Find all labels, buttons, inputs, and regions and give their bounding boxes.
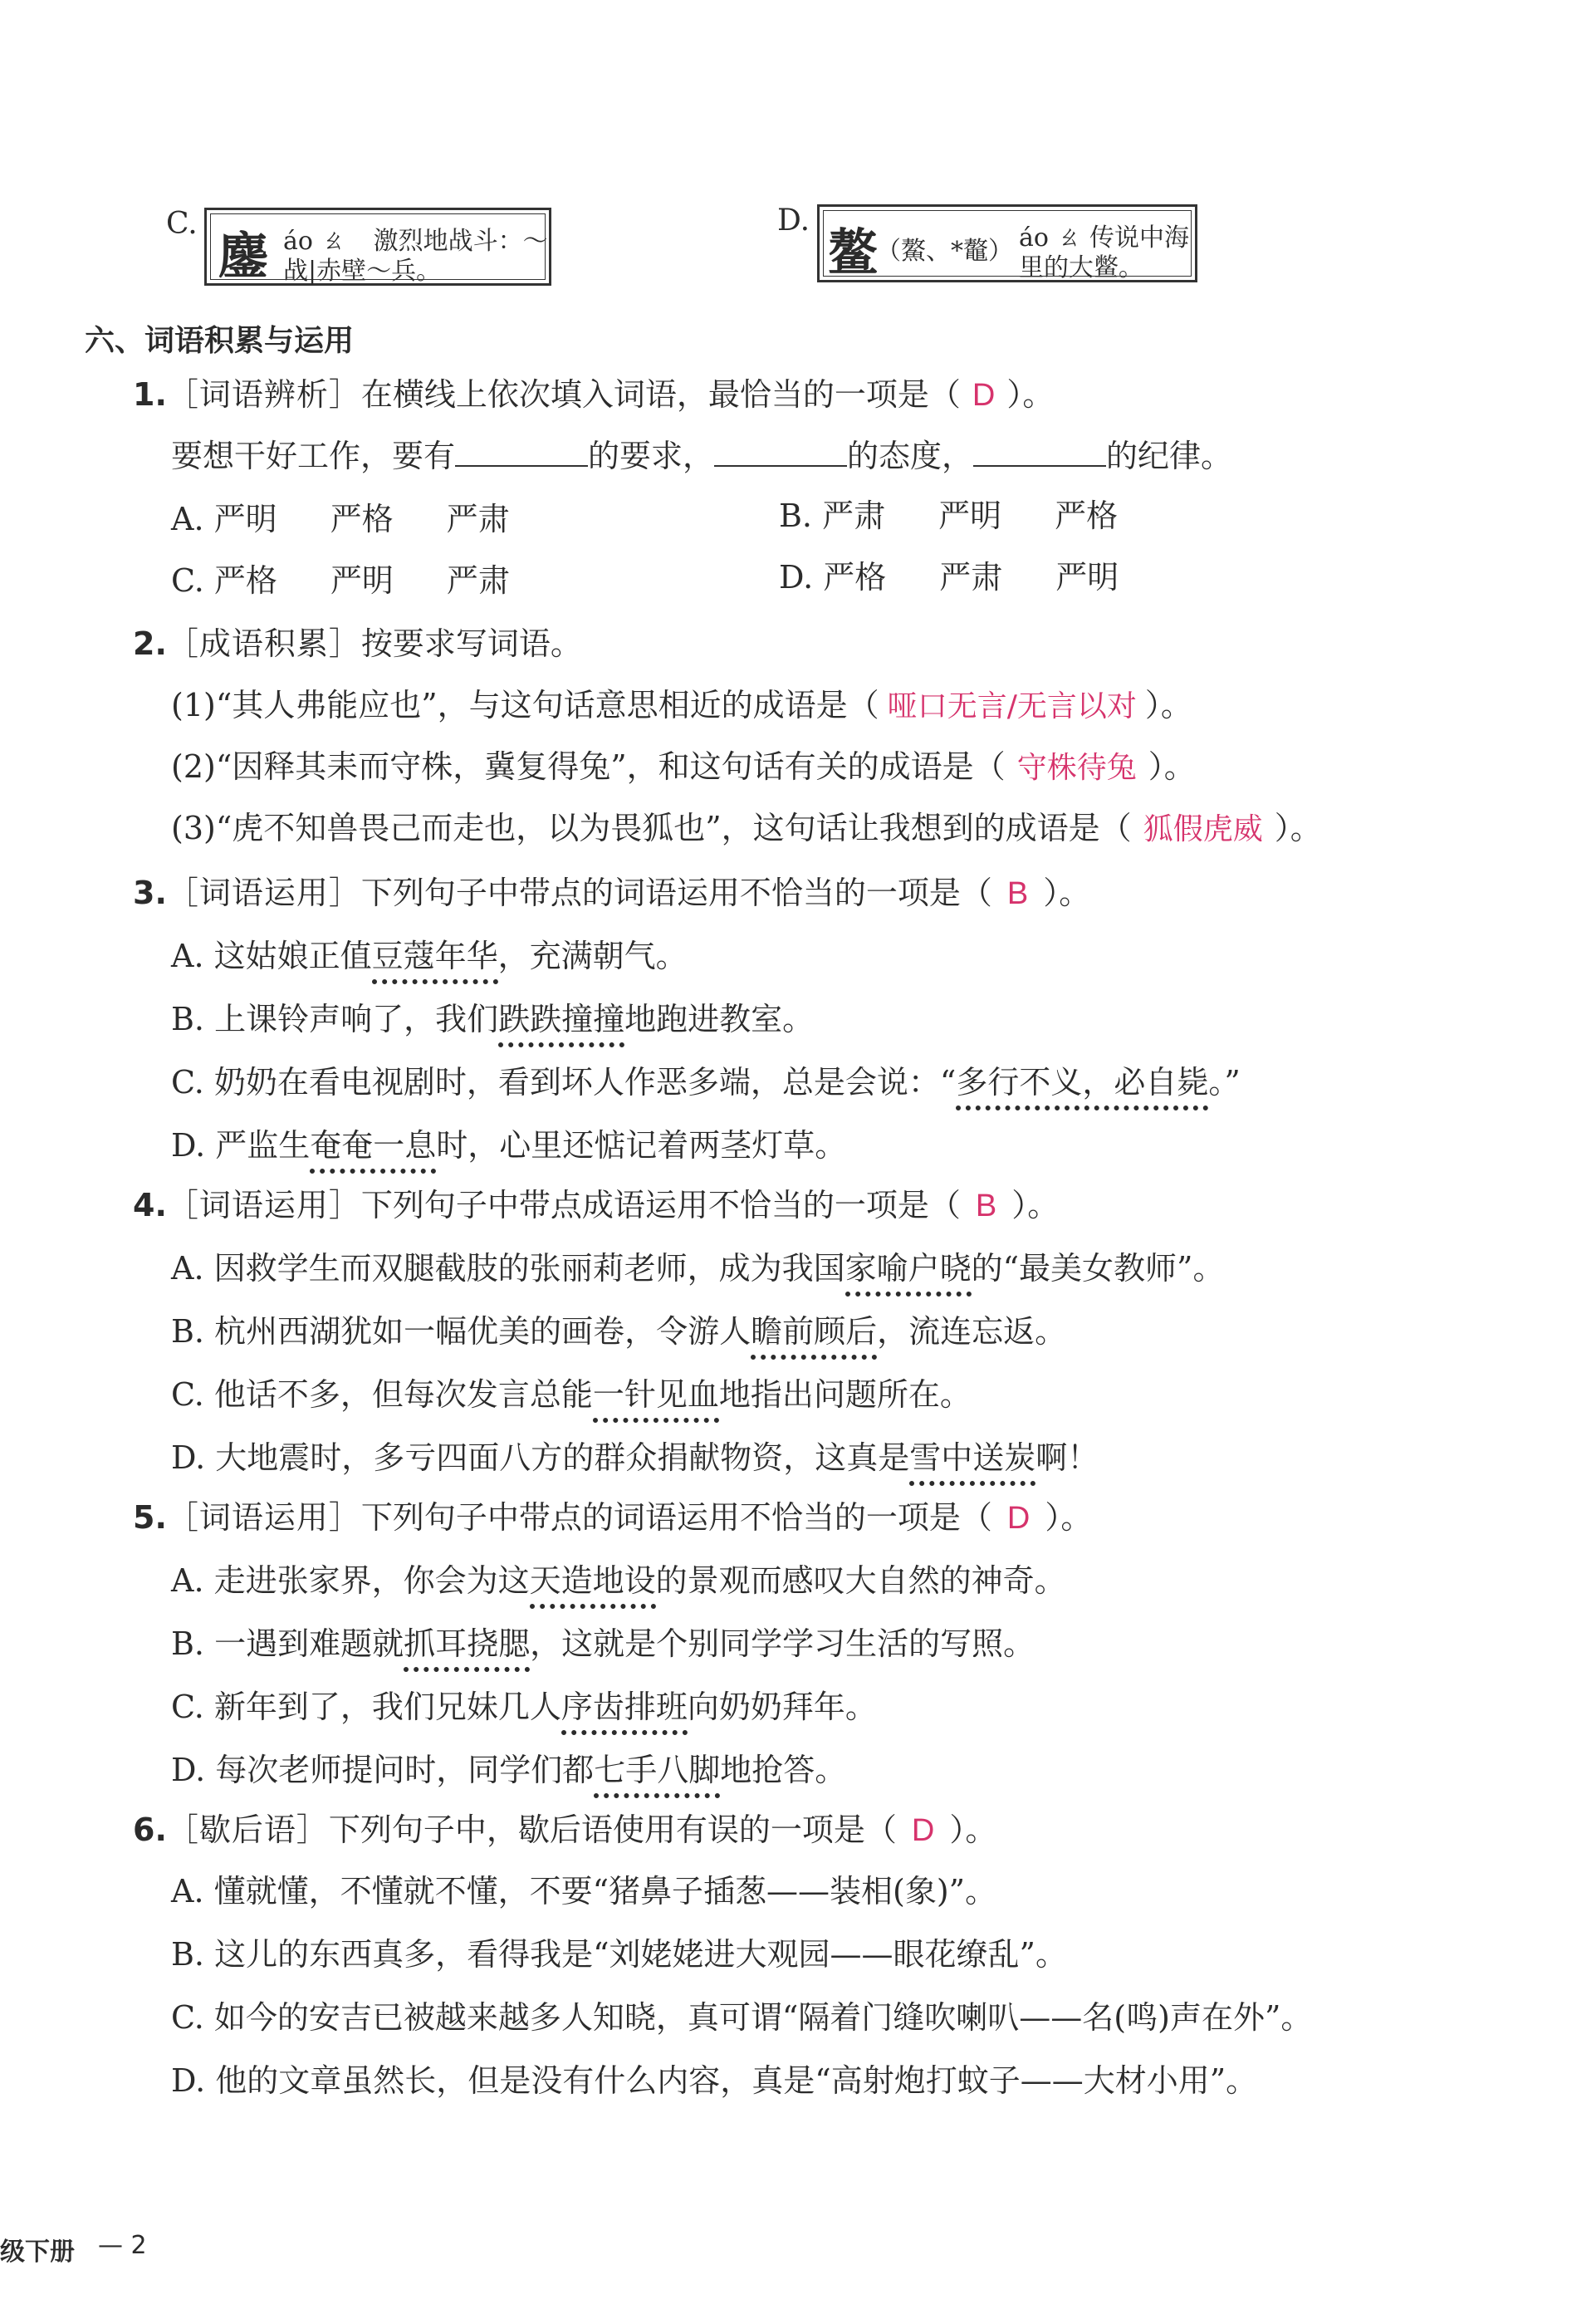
q1-blank-3 bbox=[973, 440, 1106, 467]
dict-d-char: 鳌 bbox=[828, 224, 878, 282]
dict-c-pinyin: áo ㄠ bbox=[283, 227, 346, 256]
dict-d-letter: D. bbox=[777, 203, 810, 238]
q1-sent-b: 的要求， bbox=[588, 438, 715, 474]
q6-number: 6. bbox=[133, 1811, 167, 1848]
q6-stem: 下列句子中，歇后语使用有误的一项是（ bbox=[328, 1811, 897, 1848]
q5-stem: 下列句子中带点的词语运用不恰当的一项是（ bbox=[360, 1499, 992, 1536]
q2-tag: ［成语积累］ bbox=[166, 625, 361, 662]
q2-answer-1: 哑口无言/无言以对 bbox=[887, 689, 1137, 723]
q6-option-d: D. 他的文章虽然长，但是没有什么内容，真是“高射炮打蚊子——大材小用”。 bbox=[171, 2062, 1258, 2099]
q2-item-3: (3)“虎不知兽畏己而走也，以为畏狐也”，这句话让我想到的成语是（ 狐假虎威 ）。 bbox=[171, 810, 1322, 846]
q4-answer: B bbox=[975, 1189, 997, 1223]
dict-card-d bbox=[817, 204, 1197, 282]
dict-c-def2: 战|赤壁～兵。 bbox=[283, 257, 442, 286]
q3-stem-line bbox=[133, 877, 1090, 909]
q1-option-d: D. 严格 严肃 严明 bbox=[779, 559, 1119, 596]
q1-answer: D bbox=[972, 378, 996, 413]
q4-stem: 下列句子中带点成语运用不恰当的一项是（ bbox=[360, 1187, 961, 1223]
q3-tag: ［词语运用］ bbox=[166, 875, 361, 911]
q2-stem: 按要求写词语。 bbox=[360, 625, 582, 662]
q5-a-dotted: 天造地设 bbox=[530, 1562, 656, 1609]
dict-d-def2: 里的大鳖。 bbox=[1019, 253, 1143, 282]
q1-stem-line bbox=[133, 376, 1055, 413]
q3-option-d: D. 严监生奄奄一息时，心里还惦记着两茎灯草。 bbox=[171, 1130, 846, 1161]
q1-close: ）。 bbox=[1006, 376, 1055, 413]
q2-item-1: (1)“其人弗能应也”，与这句话意思相近的成语是（ 哑口无言/无言以对 ）。 bbox=[171, 687, 1192, 723]
q4-d-dotted: 雪中送炭 bbox=[909, 1439, 1035, 1486]
q1-stem: 在横线上依次填入词语，最恰当的一项是（ bbox=[360, 376, 961, 413]
q1-sentence bbox=[171, 440, 1232, 472]
q6-stem-line bbox=[133, 1811, 997, 1848]
q4-option-c: C. 他话不多，但每次发言总能一针见血地指出问题所在。 bbox=[171, 1379, 972, 1410]
q3-option-b: B. 上课铃声响了，我们跌跌撞撞地跑进教室。 bbox=[171, 1003, 814, 1035]
dict-d-variants: （鰲、*鼇） bbox=[876, 237, 1013, 266]
q5-number: 5. bbox=[133, 1499, 167, 1536]
q6-tag: ［歇后语］ bbox=[166, 1811, 329, 1848]
dict-d-def1: 传说中海 bbox=[1089, 223, 1190, 252]
q4-a-dotted: 家喻户晓 bbox=[845, 1250, 972, 1297]
q3-d-dotted: 奄奄一息 bbox=[310, 1127, 436, 1174]
q3-stem: 下列句子中带点的词语运用不恰当的一项是（ bbox=[360, 875, 992, 911]
q4-close: ）。 bbox=[1011, 1187, 1060, 1223]
q2-answer-3: 狐假虎威 bbox=[1143, 812, 1263, 846]
q5-option-a: A. 走进张家界，你会为这天造地设的景观而感叹大自然的神奇。 bbox=[171, 1565, 1066, 1596]
q1-sent-a: 要想干好工作，要有 bbox=[171, 438, 456, 474]
dict-c-letter: C. bbox=[166, 207, 198, 241]
page-number: — 2 bbox=[98, 2231, 147, 2260]
q5-d-dotted: 七手八脚 bbox=[594, 1752, 720, 1798]
q2-item-2: (2)“因释其耒而守株，冀复得兔”，和这句话有关的成语是（ 守株待兔 ）。 bbox=[171, 748, 1196, 785]
q4-option-b: B. 杭州西湖犹如一幅优美的画卷，令游人瞻前顾后，流连忘返。 bbox=[171, 1316, 1066, 1347]
q3-option-a: A. 这姑娘正值豆蔻年华，充满朝气。 bbox=[171, 940, 688, 972]
dict-card-c bbox=[204, 208, 551, 286]
q1-sent-d: 的纪律。 bbox=[1106, 438, 1233, 474]
q5-b-dotted: 抓耳挠腮 bbox=[404, 1625, 530, 1672]
dict-d-pinyin: áo ㄠ bbox=[1019, 223, 1082, 252]
q1-blank-2 bbox=[714, 440, 847, 467]
q1-option-a: A. 严明 严格 严肃 bbox=[171, 501, 510, 537]
q4-b-dotted: 瞻前顾后 bbox=[751, 1313, 877, 1360]
q2-stem-line bbox=[133, 625, 582, 662]
q3-b-dotted: 跌跌撞撞 bbox=[498, 1001, 624, 1047]
q1-blank-1 bbox=[455, 440, 588, 467]
q5-c-dotted: 序齿排班 bbox=[561, 1689, 688, 1735]
q4-tag: ［词语运用］ bbox=[166, 1187, 361, 1223]
q1-option-b: B. 严肃 严明 严格 bbox=[779, 498, 1119, 534]
q5-tag: ［词语运用］ bbox=[166, 1499, 361, 1536]
q1-number: 1. bbox=[133, 376, 167, 413]
q3-option-c: C. 奶奶在看电视剧时，看到坏人作恶多端，总是会说：“多行不义，必自毙。” bbox=[171, 1066, 1241, 1098]
q4-c-dotted: 一针见血 bbox=[593, 1376, 719, 1423]
q5-answer: D bbox=[1006, 1501, 1031, 1536]
q5-close: ）。 bbox=[1045, 1499, 1093, 1536]
q6-option-c: C. 如今的安吉已被越来越多人知晓，真可谓“隔着门缝吹喇叭——名(鸣)声在外”。 bbox=[171, 1999, 1313, 2036]
footer-grade-label: 级下册 bbox=[0, 2238, 75, 2267]
q1-tag: ［词语辨析］ bbox=[166, 376, 361, 413]
q2-answer-2: 守株待兔 bbox=[1016, 751, 1137, 785]
q5-option-d: D. 每次老师提问时，同学们都七手八脚地抢答。 bbox=[171, 1754, 846, 1786]
q5-option-c: C. 新年到了，我们兄妹几人序齿排班向奶奶拜年。 bbox=[171, 1691, 877, 1723]
q4-number: 4. bbox=[133, 1187, 167, 1223]
q3-close: ）。 bbox=[1043, 875, 1091, 911]
q5-option-b: B. 一遇到难题就抓耳挠腮，这就是个别同学学习生活的写照。 bbox=[171, 1628, 1035, 1659]
q1-option-c: C. 严格 严明 严肃 bbox=[171, 562, 510, 599]
dict-c-def1: 激烈地战斗：～ bbox=[373, 227, 548, 256]
dict-c-char: 鏖 bbox=[218, 228, 268, 286]
q4-option-a: A. 因救学生而双腿截肢的张丽莉老师，成为我国家喻户晓的“最美女教师”。 bbox=[171, 1253, 1224, 1284]
q4-option-d: D. 大地震时，多亏四面八方的群众捐献物资，这真是雪中送炭啊！ bbox=[171, 1442, 1099, 1473]
q1-sent-c: 的态度， bbox=[847, 438, 974, 474]
q5-stem-line bbox=[133, 1499, 1093, 1536]
q6-option-a: A. 懂就懂，不懂就不懂，不要“猪鼻子插葱——装相(象)”。 bbox=[171, 1873, 997, 1909]
q2-number: 2. bbox=[133, 625, 167, 662]
q3-a-dotted: 豆蔻年华 bbox=[372, 938, 498, 984]
q3-answer: B bbox=[1006, 876, 1029, 911]
q3-c-dotted: 多行不义，必自毙 bbox=[956, 1064, 1208, 1110]
q6-option-b: B. 这儿的东西真多，看得我是“刘姥姥进大观园——眼花缭乱”。 bbox=[171, 1936, 1067, 1973]
section-title: 六、词语积累与运用 bbox=[85, 324, 355, 358]
q6-close: ）。 bbox=[949, 1811, 997, 1848]
q6-answer: D bbox=[911, 1813, 935, 1848]
q3-number: 3. bbox=[133, 875, 167, 911]
q4-stem-line bbox=[133, 1189, 1059, 1222]
